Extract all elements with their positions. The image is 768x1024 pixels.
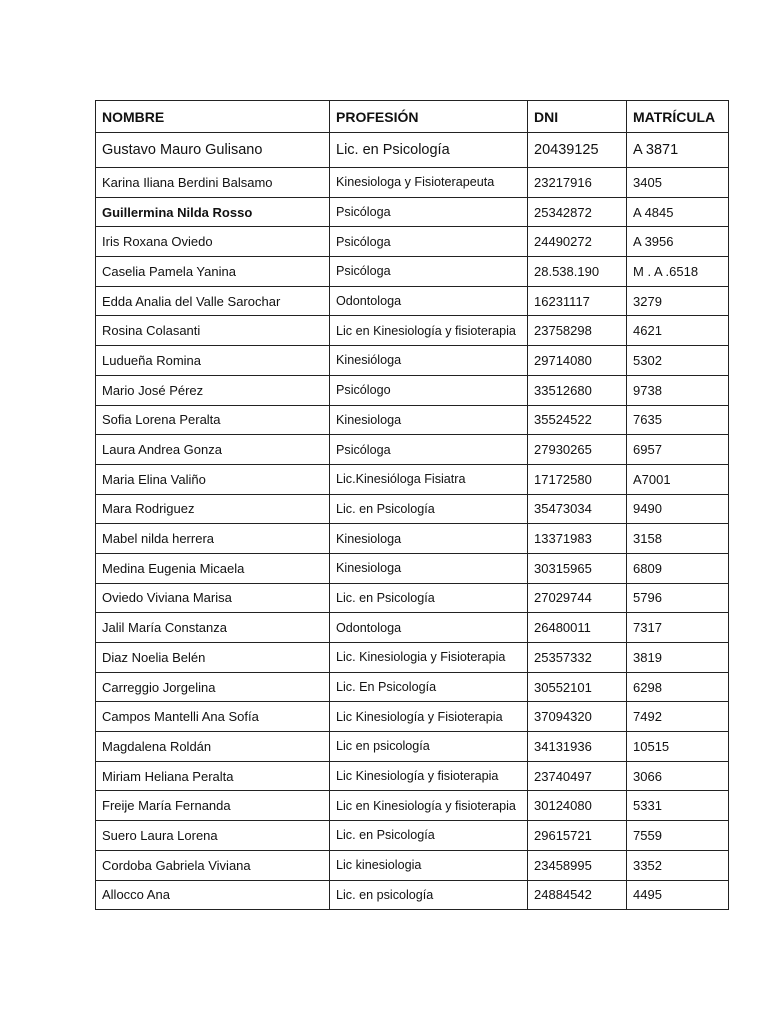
cell-matricula: 6957 (627, 435, 729, 465)
table-row (96, 761, 729, 791)
cell-nombre: Gustavo Mauro Gulisano (96, 133, 330, 168)
cell-profesion: Lic kinesiologia (330, 850, 528, 880)
cell-profesion: Psicóloga (330, 197, 528, 227)
cell-dni: 25357332 (528, 643, 627, 673)
cell-dni: 29615721 (528, 821, 627, 851)
table-row (96, 464, 729, 494)
cell-dni: 34131936 (528, 732, 627, 762)
cell-matricula: 4495 (627, 880, 729, 910)
cell-dni: 30124080 (528, 791, 627, 821)
cell-matricula: 3352 (627, 850, 729, 880)
cell-dni: 35524522 (528, 405, 627, 435)
cell-profesion: Lic.Kinesióloga Fisiatra (330, 464, 528, 494)
table-row (96, 643, 729, 673)
cell-profesion: Psicóloga (330, 257, 528, 287)
table-row (96, 346, 729, 376)
cell-dni: 29714080 (528, 346, 627, 376)
cell-nombre: Laura Andrea Gonza (96, 435, 330, 465)
cell-profesion: Kinesiologa (330, 524, 528, 554)
table-row (96, 227, 729, 257)
cell-matricula: 6298 (627, 672, 729, 702)
cell-profesion: Odontologa (330, 613, 528, 643)
table-row (96, 405, 729, 435)
cell-matricula: 3158 (627, 524, 729, 554)
cell-dni: 26480011 (528, 613, 627, 643)
cell-matricula: 5796 (627, 583, 729, 613)
cell-nombre: Maria Elina Valiño (96, 464, 330, 494)
cell-nombre: Guillermina Nilda Rosso (96, 197, 330, 227)
table-row (96, 197, 729, 227)
cell-profesion: Lic en Kinesiología y fisioterapia (330, 316, 528, 346)
cell-matricula: A 3956 (627, 227, 729, 257)
cell-matricula: 3405 (627, 168, 729, 198)
table-row (96, 524, 729, 554)
cell-dni: 33512680 (528, 375, 627, 405)
cell-dni: 30552101 (528, 672, 627, 702)
table-row (96, 702, 729, 732)
table-body (96, 133, 729, 910)
cell-nombre: Oviedo Viviana Marisa (96, 583, 330, 613)
table-row (96, 553, 729, 583)
cell-dni: 23458995 (528, 850, 627, 880)
cell-profesion: Lic en Kinesiología y fisioterapia (330, 791, 528, 821)
cell-nombre: Jalil María Constanza (96, 613, 330, 643)
cell-nombre: Ludueña Romina (96, 346, 330, 376)
table-row (96, 494, 729, 524)
column-header-profesion: PROFESIÓN (330, 101, 528, 133)
cell-matricula: 3819 (627, 643, 729, 673)
cell-matricula: 7635 (627, 405, 729, 435)
cell-matricula: A 4845 (627, 197, 729, 227)
cell-dni: 13371983 (528, 524, 627, 554)
cell-dni: 24884542 (528, 880, 627, 910)
table-row (96, 850, 729, 880)
cell-nombre: Campos Mantelli Ana Sofía (96, 702, 330, 732)
cell-dni: 23217916 (528, 168, 627, 198)
cell-dni: 16231117 (528, 286, 627, 316)
cell-nombre: Suero Laura Lorena (96, 821, 330, 851)
cell-nombre: Carreggio Jorgelina (96, 672, 330, 702)
cell-nombre: Mara Rodriguez (96, 494, 330, 524)
cell-matricula: 3279 (627, 286, 729, 316)
cell-matricula: 9490 (627, 494, 729, 524)
cell-dni: 25342872 (528, 197, 627, 227)
cell-matricula: 7317 (627, 613, 729, 643)
cell-matricula: 7492 (627, 702, 729, 732)
cell-dni: 20439125 (528, 133, 627, 168)
table-row (96, 257, 729, 287)
cell-dni: 30315965 (528, 553, 627, 583)
cell-nombre: Mabel nilda herrera (96, 524, 330, 554)
cell-dni: 27930265 (528, 435, 627, 465)
cell-matricula: 3066 (627, 761, 729, 791)
column-header-matricula: MATRÍCULA (627, 101, 729, 133)
cell-profesion: Lic en psicología (330, 732, 528, 762)
cell-dni: 23740497 (528, 761, 627, 791)
cell-nombre: Freije María Fernanda (96, 791, 330, 821)
cell-matricula: 7559 (627, 821, 729, 851)
cell-nombre: Medina Eugenia Micaela (96, 553, 330, 583)
cell-profesion: Lic. en Psicología (330, 821, 528, 851)
cell-profesion: Kinesióloga (330, 346, 528, 376)
table-row (96, 375, 729, 405)
cell-matricula: 10515 (627, 732, 729, 762)
cell-profesion: Kinesiologa y Fisioterapeuta (330, 168, 528, 198)
cell-profesion: Kinesiologa (330, 405, 528, 435)
cell-profesion: Psicóloga (330, 435, 528, 465)
table-header-row (96, 101, 729, 133)
table-row (96, 791, 729, 821)
table-row (96, 880, 729, 910)
cell-matricula: 5302 (627, 346, 729, 376)
table-row (96, 316, 729, 346)
table-row (96, 732, 729, 762)
table-row (96, 613, 729, 643)
cell-nombre: Mario José Pérez (96, 375, 330, 405)
cell-nombre: Rosina Colasanti (96, 316, 330, 346)
cell-profesion: Lic Kinesiología y fisioterapia (330, 761, 528, 791)
cell-dni: 24490272 (528, 227, 627, 257)
cell-nombre: Iris Roxana Oviedo (96, 227, 330, 257)
cell-matricula: 5331 (627, 791, 729, 821)
table-row (96, 672, 729, 702)
cell-dni: 37094320 (528, 702, 627, 732)
table-row (96, 168, 729, 198)
cell-profesion: Lic. Kinesiologia y Fisioterapia (330, 643, 528, 673)
cell-profesion: Lic. en Psicología (330, 583, 528, 613)
cell-matricula: 4621 (627, 316, 729, 346)
cell-profesion: Lic. En Psicología (330, 672, 528, 702)
cell-nombre: Miriam Heliana Peralta (96, 761, 330, 791)
column-header-dni: DNI (528, 101, 627, 133)
column-header-nombre: NOMBRE (96, 101, 330, 133)
cell-nombre: Cordoba Gabriela Viviana (96, 850, 330, 880)
cell-nombre: Sofia Lorena Peralta (96, 405, 330, 435)
cell-matricula: 9738 (627, 375, 729, 405)
cell-profesion: Lic. en Psicología (330, 133, 528, 168)
cell-matricula: 6809 (627, 553, 729, 583)
cell-dni: 27029744 (528, 583, 627, 613)
cell-nombre: Caselia Pamela Yanina (96, 257, 330, 287)
table-row (96, 821, 729, 851)
cell-matricula: A 3871 (627, 133, 729, 168)
cell-dni: 35473034 (528, 494, 627, 524)
table-row (96, 286, 729, 316)
cell-dni: 28.538.190 (528, 257, 627, 287)
table-row (96, 583, 729, 613)
cell-profesion: Psicóloga (330, 227, 528, 257)
cell-nombre: Magdalena Roldán (96, 732, 330, 762)
cell-dni: 17172580 (528, 464, 627, 494)
cell-profesion: Lic. en psicología (330, 880, 528, 910)
table-row (96, 435, 729, 465)
cell-dni: 23758298 (528, 316, 627, 346)
cell-nombre: Allocco Ana (96, 880, 330, 910)
cell-matricula: M . A .6518 (627, 257, 729, 287)
cell-profesion: Odontologa (330, 286, 528, 316)
cell-matricula: A7001 (627, 464, 729, 494)
cell-profesion: Psicólogo (330, 375, 528, 405)
cell-nombre: Diaz Noelia Belén (96, 643, 330, 673)
cell-nombre: Edda Analia del Valle Sarochar (96, 286, 330, 316)
cell-profesion: Kinesiologa (330, 553, 528, 583)
cell-profesion: Lic Kinesiología y Fisioterapia (330, 702, 528, 732)
cell-profesion: Lic. en Psicología (330, 494, 528, 524)
cell-nombre: Karina Iliana Berdini Balsamo (96, 168, 330, 198)
professionals-table (95, 100, 729, 910)
table-row (96, 133, 729, 168)
